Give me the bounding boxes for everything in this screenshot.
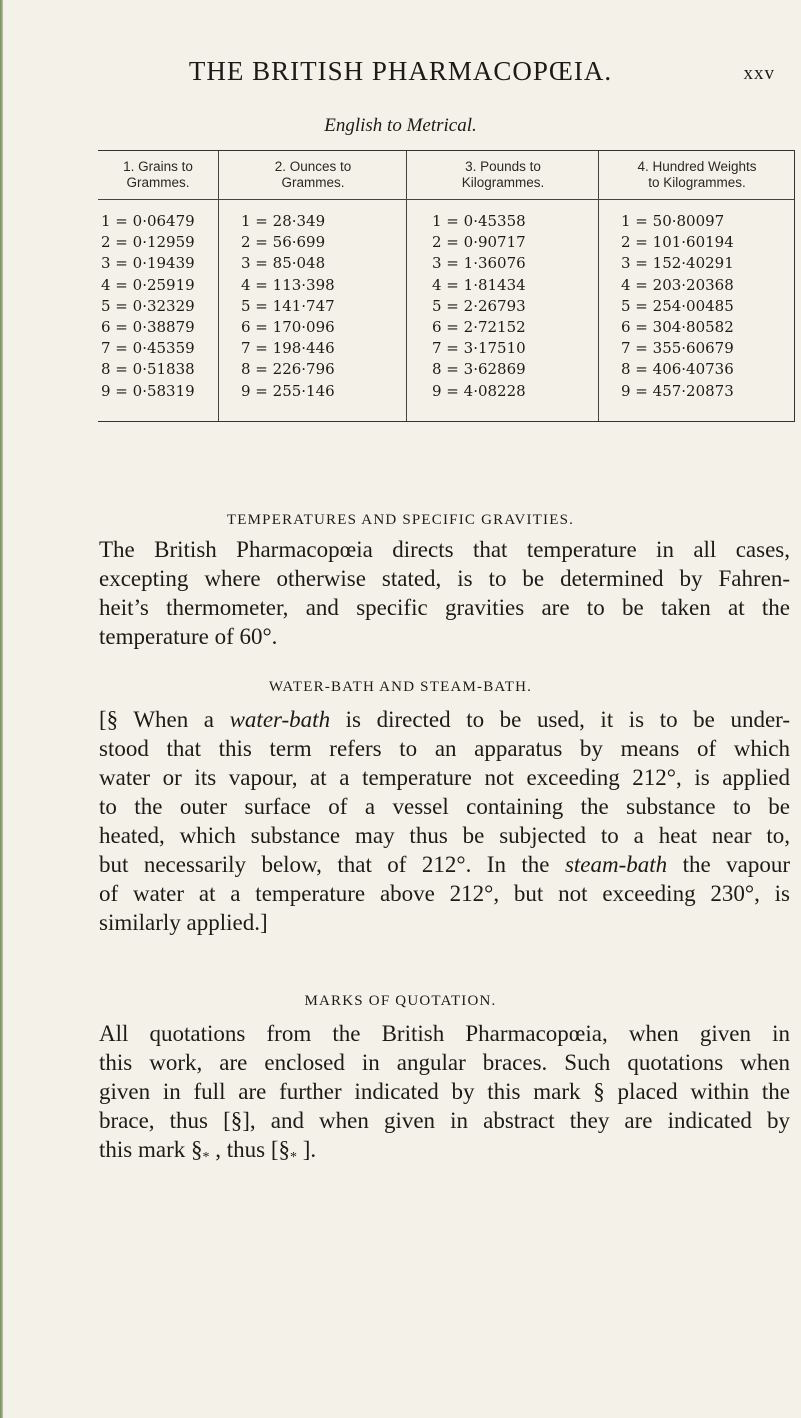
table-column-grains bbox=[98, 151, 218, 421]
column-heading-line: 4. Hundred Weights bbox=[637, 159, 757, 174]
table-cell: 6 = 170·096 bbox=[241, 317, 335, 336]
table-cell: 1 = 28·349 bbox=[241, 212, 326, 230]
column-heading bbox=[407, 159, 599, 191]
table-cell: 4 = 1·81434 bbox=[432, 275, 526, 294]
text-run: the vapour bbox=[682, 852, 791, 877]
table-header-rule bbox=[98, 199, 794, 200]
column-heading bbox=[219, 159, 407, 191]
column-heading bbox=[98, 159, 218, 191]
column-heading-line: 3. Pounds to bbox=[465, 159, 541, 174]
term-water-bath: water-bath bbox=[229, 707, 331, 732]
table-column-hundredweights bbox=[598, 151, 795, 421]
asterisk-mark: * bbox=[202, 1150, 210, 1165]
column-heading-line: Grammes. bbox=[126, 175, 190, 190]
table-cell: 1 = 50·80097 bbox=[621, 212, 725, 230]
paragraph-line: of water at a temperature above 212°, but not exceeding 230°, is bbox=[99, 881, 790, 906]
running-header bbox=[0, 56, 801, 96]
table-cell: 3 = 0·19439 bbox=[101, 254, 195, 273]
paragraph-line: heated, which substance may thus be subjected to a heat near to, bbox=[99, 823, 790, 848]
paragraph-line: heit’s thermometer, and specific gravities are to be taken at the bbox=[99, 595, 790, 620]
paragraph-line: water or its vapour, at a temperature not exceeding 212°, is applied bbox=[99, 765, 790, 790]
page-number: xxv bbox=[743, 63, 775, 84]
table-cell: 2 = 0·90717 bbox=[432, 233, 526, 252]
table-cell: 8 = 226·796 bbox=[241, 360, 335, 379]
text-run: is directed to be used, it is to be under- bbox=[345, 707, 791, 732]
table-cell: 6 = 2·72152 bbox=[432, 317, 526, 336]
text-run: but necessarily below, that of 212°. In the bbox=[99, 852, 550, 877]
text-run: ]. bbox=[302, 1137, 317, 1162]
page-edge bbox=[0, 0, 3, 1418]
table-cell: 3 = 1·36076 bbox=[432, 254, 526, 273]
table-cell: 9 = 457·20873 bbox=[621, 381, 734, 400]
paragraph-line: temperature of 60°. bbox=[99, 624, 278, 649]
table-cell: 5 = 2·26793 bbox=[432, 296, 526, 315]
table-cell: 7 = 198·446 bbox=[241, 339, 335, 358]
text-run: , thus [ bbox=[215, 1137, 279, 1162]
table-cell: 4 = 203·20368 bbox=[621, 275, 734, 294]
text-run: [§ When a bbox=[99, 707, 215, 732]
asterisk-mark: * bbox=[290, 1150, 297, 1165]
table-cell: 4 = 113·398 bbox=[241, 275, 335, 294]
table-cell: 1 = 0·06479 bbox=[101, 212, 195, 230]
table-cell: 7 = 355·60679 bbox=[621, 339, 734, 358]
table-cell: 8 = 406·40736 bbox=[621, 360, 734, 379]
column-heading-line: Grammes. bbox=[281, 175, 345, 190]
column-heading bbox=[599, 159, 795, 191]
section-heading-quotation: MARKS OF QUOTATION. bbox=[304, 993, 497, 1009]
section-mark-symbol: § bbox=[278, 1137, 290, 1162]
table-cell: 5 = 0·32329 bbox=[101, 296, 195, 315]
table-cell: 8 = 0·51838 bbox=[101, 360, 195, 379]
table-cell: 2 = 0·12959 bbox=[101, 233, 195, 252]
section-mark-symbol: § bbox=[191, 1137, 203, 1162]
text-run: this mark bbox=[99, 1137, 186, 1162]
paragraph-line: stood that this term refers to an apparatus by means of which bbox=[99, 736, 790, 761]
table-cell: 3 = 85·048 bbox=[241, 254, 326, 273]
table-cell: 3 = 152·40291 bbox=[621, 254, 734, 273]
table-cell: 2 = 56·699 bbox=[241, 233, 326, 252]
conversion-table bbox=[98, 150, 795, 422]
column-values bbox=[219, 211, 407, 402]
table-cell: 6 = 304·80582 bbox=[621, 317, 734, 336]
table-cell: 1 = 0·45358 bbox=[432, 212, 526, 230]
column-values bbox=[599, 211, 795, 402]
section-heading-water-bath: WATER-BATH AND STEAM-BATH. bbox=[268, 679, 533, 695]
paragraph-line bbox=[99, 1135, 790, 1172]
paragraph-line: brace, thus [§], and when given in abstract they are indicated by bbox=[99, 1108, 790, 1133]
table-cell: 4 = 0·25919 bbox=[101, 275, 195, 294]
column-values bbox=[98, 211, 218, 402]
paragraph-temperatures bbox=[99, 535, 790, 651]
paragraph-line: this work, are enclosed in angular braces. Such quotations when bbox=[99, 1050, 790, 1075]
table-column-ounces bbox=[218, 151, 407, 421]
paragraph-line: All quotations from the British Pharmacopœia, when given in bbox=[99, 1021, 790, 1046]
section-heading-temperatures: TEMPERATURES AND SPECIFIC GRAVITIES. bbox=[226, 512, 575, 528]
column-heading-line: to Kilogrammes. bbox=[648, 175, 746, 190]
table-cell: 9 = 0·58319 bbox=[101, 381, 195, 400]
paragraph-line: The British Pharmacopœia directs that temperature in all cases, bbox=[99, 537, 790, 562]
table-cell: 2 = 101·60194 bbox=[621, 233, 734, 252]
term-steam-bath: steam-bath bbox=[564, 852, 668, 877]
paragraph-line: similarly applied.] bbox=[99, 910, 268, 935]
paragraph-line: given in full are further indicated by this mark § placed within the bbox=[99, 1079, 790, 1104]
table-cell: 8 = 3·62869 bbox=[432, 360, 526, 379]
header-title: THE BRITISH PHARMACOPŒIA. bbox=[188, 56, 613, 86]
column-heading-line: 1. Grains to bbox=[123, 159, 193, 174]
column-values bbox=[407, 211, 599, 402]
paragraph-line bbox=[99, 850, 790, 879]
table-cell: 7 = 0·45359 bbox=[101, 339, 195, 358]
table-cell: 9 = 4·08228 bbox=[432, 381, 526, 400]
paragraph-water-bath bbox=[99, 705, 790, 937]
column-heading-line: Kilogrammes. bbox=[461, 175, 545, 190]
paragraph-quotation bbox=[99, 1019, 790, 1172]
table-caption: English to Metrical. bbox=[324, 115, 477, 136]
paragraph-line: excepting where otherwise stated, is to be determined by Fahren- bbox=[99, 566, 790, 591]
table-cell: 7 = 3·17510 bbox=[432, 339, 526, 358]
table-cell: 5 = 254·00485 bbox=[621, 296, 734, 315]
column-heading-line: 2. Ounces to bbox=[274, 159, 352, 174]
table-cell: 6 = 0·38879 bbox=[101, 317, 195, 336]
table-cell: 5 = 141·747 bbox=[241, 296, 335, 315]
table-column-pounds bbox=[406, 151, 599, 421]
paragraph-line: to the outer surface of a vessel containing the substance to be bbox=[99, 794, 790, 819]
table-cell: 9 = 255·146 bbox=[241, 381, 335, 400]
paragraph-line bbox=[99, 705, 790, 734]
